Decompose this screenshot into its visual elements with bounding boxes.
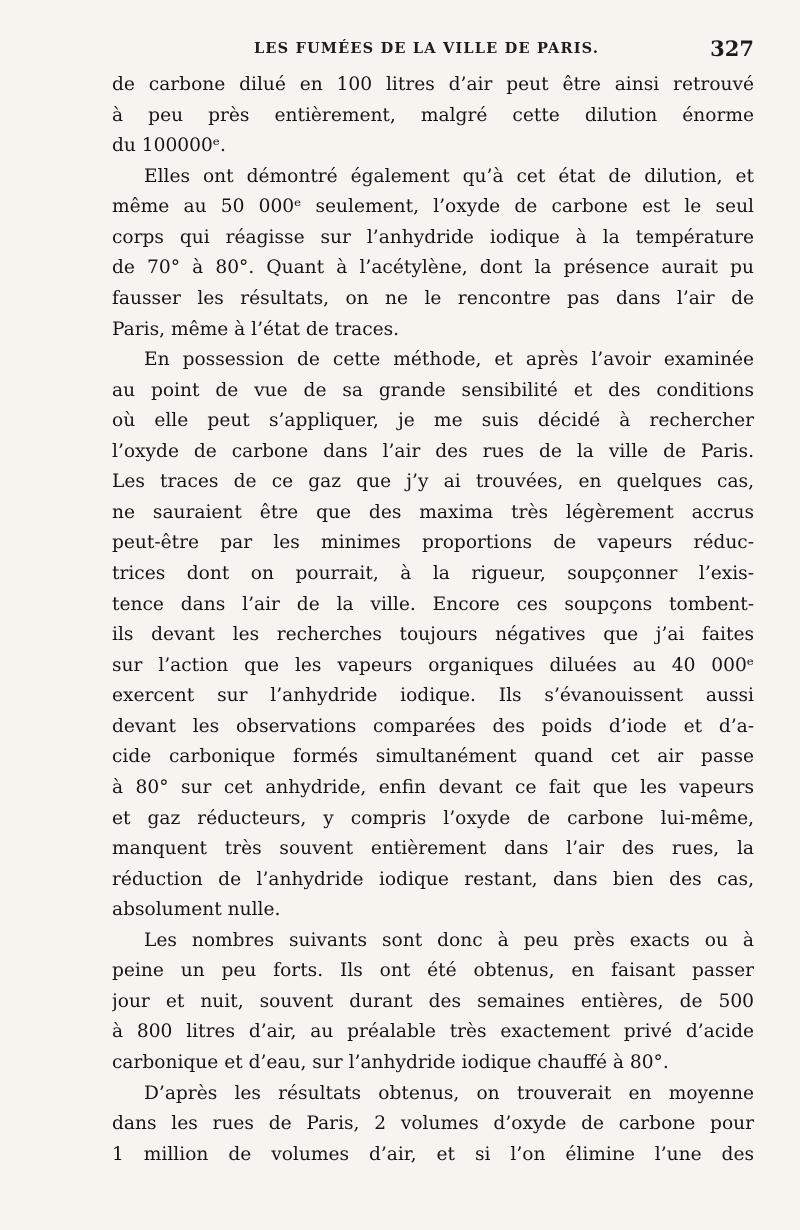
text-line: fausser les résultats, on ne le rencontre pas dans l’air de: [112, 287, 754, 309]
text-line: peine un peu forts. Ils ont été obtenus, en faisant passer: [112, 960, 754, 982]
text-line: exercent sur l’anhydride iodique. Ils s’évanouissent aussi: [112, 685, 754, 707]
text-line: carbonique et d’eau, sur l’anhydride iodique chauffé à 80°.: [112, 1052, 669, 1073]
text-line: à 80° sur cet anhydride, enfin devant ce fait que les vapeurs: [112, 776, 754, 798]
text-line: trices dont on pourrait, à la rigueur, soupçonner l’exis-: [112, 563, 754, 584]
text-line: 1 million de volumes d’air, et si l’on élimine l’une des: [112, 1143, 754, 1165]
text-line: l’oxyde de carbone dans l’air des rues de la ville de Paris.: [112, 440, 754, 462]
text-line: sur l’action que les vapeurs organiques diluées au 40 000ᵉ: [112, 654, 754, 676]
text-line: réduction de l’anhydride iodique restant, dans bien des cas,: [112, 868, 754, 890]
text-line: Paris, même à l’état de traces.: [112, 318, 400, 340]
text-line: au point de vue de sa grande sensibilité et des conditions: [112, 379, 754, 401]
text-line: manquent très souvent entièrement dans l’air des rues, la: [112, 838, 754, 860]
text-line: peut-être par les minimes proportions de vapeurs réduc-: [112, 532, 754, 554]
text-line: du 100000ᵉ.: [112, 135, 226, 157]
text-line: ne sauraient être que des maxima très légèrement accrus: [112, 501, 754, 523]
text-line: Les nombres suivants sont donc à peu près exacts ou à: [144, 929, 754, 951]
text-line: dans les rues de Paris, 2 volumes d’oxyde de carbone pour: [112, 1113, 754, 1135]
text-line: devant les observations comparées des poids d’iode et d’a-: [112, 715, 754, 737]
text-line: de carbone dilué en 100 litres d’air peut être ainsi retrouvé: [112, 74, 754, 95]
text-line: En possession de cette méthode, et après l’avoir examinée: [144, 349, 754, 371]
text-line: même au 50 000ᵉ seulement, l’oxyde de carbone est le seul: [112, 196, 754, 218]
text-line: et gaz réducteurs, y compris l’oxyde de carbone lui-même,: [112, 807, 754, 829]
text-line: Elles ont démontré également qu’à cet état de dilution, et: [144, 165, 754, 187]
body-text: [112, 70, 754, 1170]
text-line: absolument nulle.: [112, 899, 281, 921]
text-line: D’après les résultats obtenus, on trouverait en moyenne: [144, 1082, 754, 1104]
text-line: jour et nuit, souvent durant des semaines entières, de 500: [112, 990, 754, 1012]
text-line: où elle peut s’appliquer, je me suis décidé à rechercher: [112, 410, 754, 432]
text-line: corps qui réagisse sur l’anhydride iodique à la température: [112, 226, 754, 248]
text-line: à 800 litres d’air, au préalable très exactement privé d’acide: [112, 1021, 754, 1043]
text-line: à peu près entièrement, malgré cette dilution énorme: [112, 104, 754, 126]
text-line: Les traces de ce gaz que j’y ai trouvées, en quelques cas,: [112, 471, 754, 493]
page-number: 327: [710, 36, 754, 61]
text-line: de 70° à 80°. Quant à l’acétylène, dont la présence aurait pu: [112, 257, 754, 279]
text-line: tence dans l’air de la ville. Encore ces soupçons tombent-: [112, 593, 754, 615]
text-line: cide carbonique formés simultanément quand cet air passe: [112, 746, 754, 768]
running-head: [112, 36, 754, 66]
running-title: LES FUMÉES DE LA VILLE DE PARIS.: [254, 40, 600, 57]
text-line: ils devant les recherches toujours négatives que j’ai faites: [112, 624, 754, 646]
